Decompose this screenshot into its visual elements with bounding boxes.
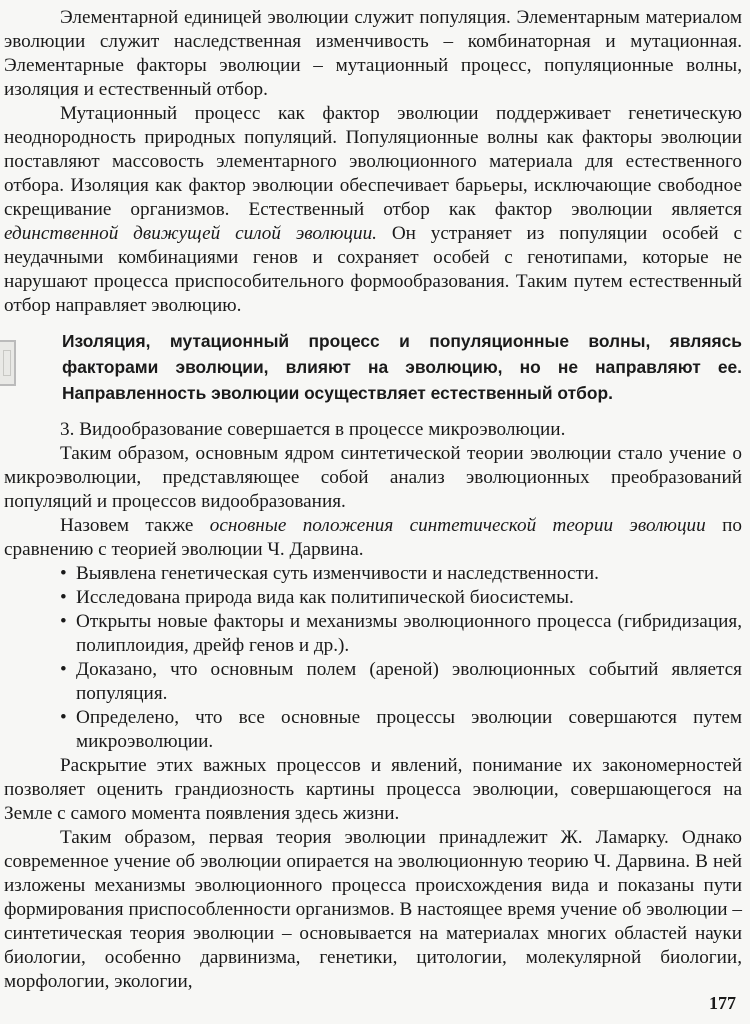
paragraph-2-text-a: Мутационный процесс как фактор эволюции поддерживает генетическую неоднородность природных популяций. Популяционные волны как факторы эволюции поставляют массовость элементарного эволюционного материала для естественного отбора. Изоляция как фактор эволюции обеспечивает барьеры, исключающие свободное скрещивание организмов. Естественный отбор как фактор эволюции является: [4, 103, 742, 220]
bullet-item: • Определено, что все основные процессы эволюции совершаются путем микроэволюции.: [60, 706, 742, 754]
paragraph-5-text-b: по сравнению с теорией эволюции Ч. Дарвина.: [4, 515, 742, 560]
page-number: 177: [709, 993, 736, 1013]
page-text: [4, 6, 742, 994]
paragraph-5-emphasis: основные положения синтетической теории эволюции: [209, 515, 706, 536]
bullet-item: • Открыты новые факторы и механизмы эволюционного процесса (гибридизация, полиплоидия, дрейф генов и др.).: [60, 610, 742, 658]
paragraph-4: Таким образом, основным ядром синтетической теории эволюции стало учение о микроэволюции, представляющее собой анализ эволюционных преобразований популяций и процессов видообразования.: [4, 443, 742, 512]
paragraph-5: [4, 514, 742, 562]
paragraph-2-text-b: Он устраняет из популяции особей с неудачными комбинациями генов и сохраняет особей с генотипами, которые не нарушают процесса приспособительного формообразования. Таким путем естественный отбор направляет эволюцию.: [4, 223, 743, 316]
paragraph-2: [4, 102, 742, 318]
paragraph-2-emphasis: единственной движущей силой эволюции.: [4, 223, 377, 244]
paragraph-3: 3. Видообразование совершается в процессе микроэволюции.: [60, 419, 566, 440]
bullet-item: • Доказано, что основным полем (ареной) эволюционных событий является популяция.: [60, 658, 742, 706]
paragraph-7: Таким образом, первая теория эволюции принадлежит Ж. Ламарку. Однако современное учение об эволюции опирается на эволюционную теорию Ч. Дарвина. В ней изложены механизмы эволюционного процесса происхождения вида и показаны пути формирования приспособленности организмов. В настоящее время учение об эволюции – синтетическая теория эволюции – основывается на материалах многих областей науки биологии, особенно дарвинизма, генетики, цитологии, молекулярной биологии, морфологии, экологии,: [4, 827, 742, 992]
bullet-item: • Исследована природа вида как политипической биосистемы.: [60, 586, 742, 610]
bullet-item: • Выявлена генетическая суть изменчивости и наследственности.: [60, 562, 742, 586]
highlighted-rule: Изоляция, мутационный процесс и популяционные волны, являясь факторами эволюции, влияют на эволюцию, но не направляют ее. Направленность эволюции осуществляет естественный отбор.: [62, 331, 742, 403]
paragraph-5-text-a: Назовем также: [60, 515, 210, 536]
bullet-list: [4, 562, 742, 754]
paragraph-6: Раскрытие этих важных процессов и явлений, понимание их закономерностей позволяет оценить грандиозность картины процесса эволюции, совершающегося на Земле с самого момента появления здесь жизни.: [4, 755, 742, 824]
paragraph-1: Элементарной единицей эволюции служит популяция. Элементарным материалом эволюции служит наследственная изменчивость – комбинаторная и мутационная. Элементарные факторы эволюции – мутационный процесс, популяционные волны, изоляция и естественный отбор.: [4, 7, 742, 100]
